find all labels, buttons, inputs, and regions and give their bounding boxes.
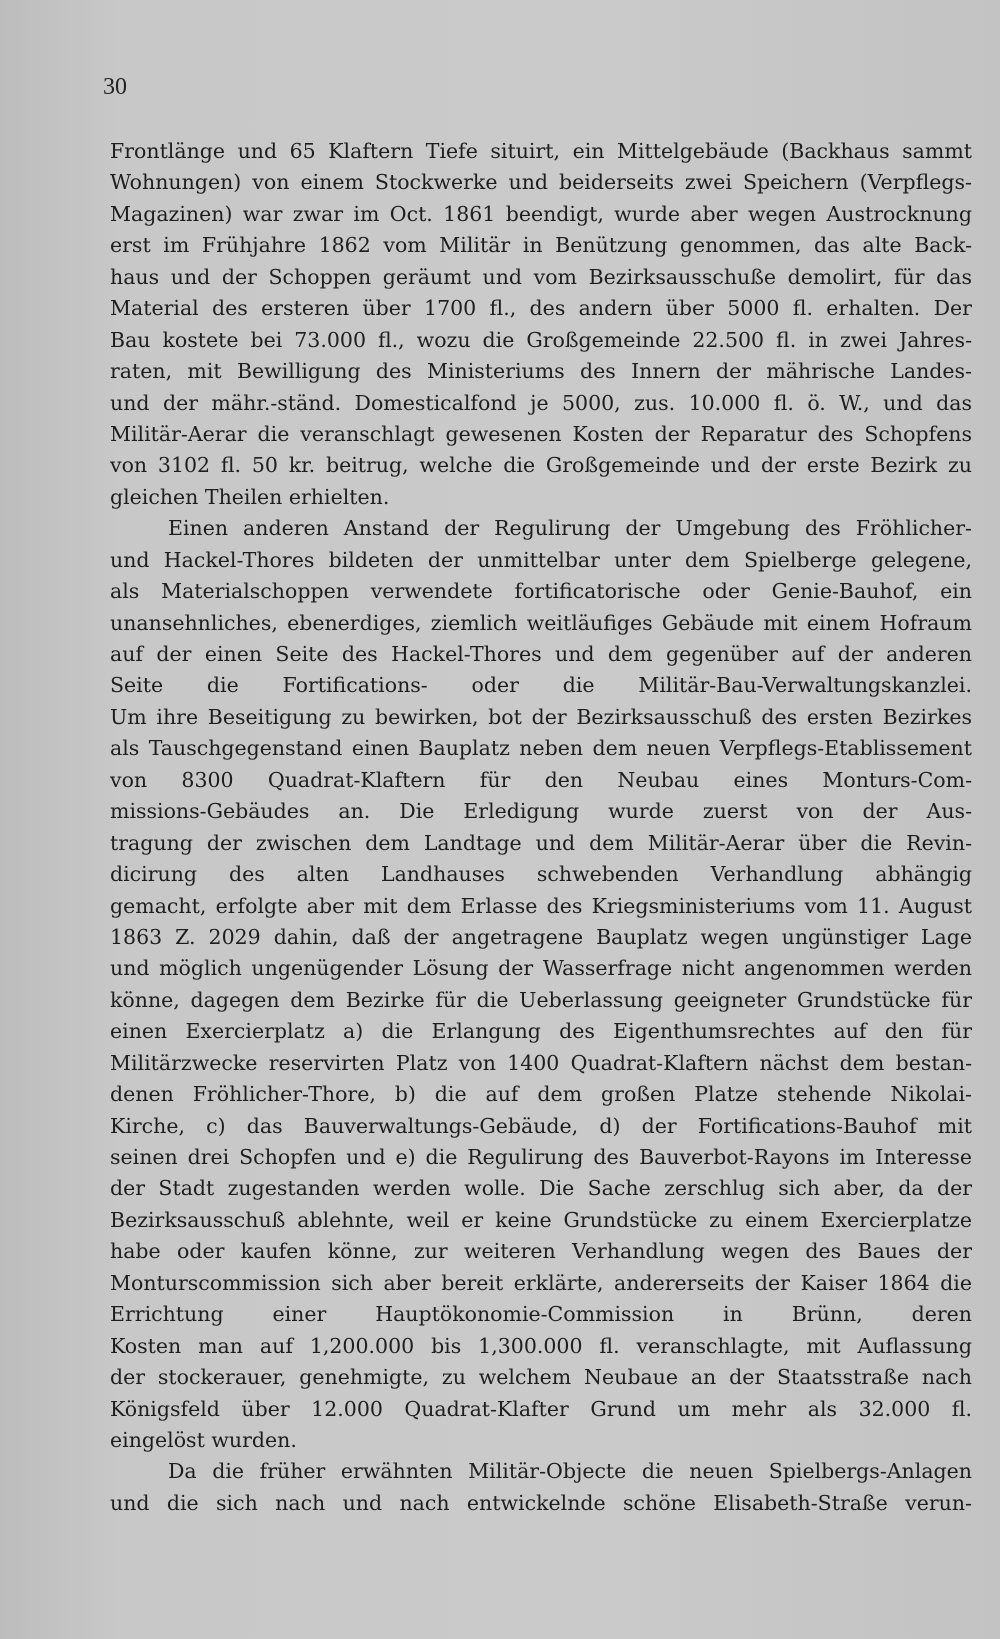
text-line: und möglich ungenügender Lösung der Wasserfrage nicht angenommen werden bbox=[110, 956, 972, 981]
text-line: und die sich nach und nach entwickelnde schöne Elisabeth-Straße verun- bbox=[110, 1490, 972, 1515]
text-line: 1863 Z. 2029 dahin, daß der angetragene Bauplatz wegen ungünstiger Lage bbox=[110, 924, 972, 949]
text-line: missions-Gebäudes an. Die Erledigung wurde zuerst von der Aus- bbox=[110, 799, 972, 824]
page-number: 30 bbox=[103, 74, 127, 100]
text-line: Errichtung einer Hauptökonomie-Commission in Brünn, deren bbox=[110, 1302, 972, 1327]
text-line: Einen anderen Anstand der Regulirung der Umgebung des Fröhlicher- bbox=[168, 516, 972, 541]
text-line: Kirche, c) das Bauverwaltungs-Gebäude, d) der Fortifications-Bauhof mit bbox=[110, 1113, 972, 1138]
text-line: erst im Frühjahre 1862 vom Militär in Benützung genommen, das alte Back- bbox=[110, 233, 972, 258]
text-line: Material des ersteren über 1700 fl., des andern über 5000 fl. erhalten. Der bbox=[110, 296, 972, 321]
text-line: der stockerauer, genehmigte, zu welchem Neubaue an der Staatsstraße nach bbox=[110, 1365, 972, 1390]
text-line: raten, mit Bewilligung des Ministeriums des Innern der mährische Landes- bbox=[110, 359, 972, 384]
text-line: Kosten man auf 1,200.000 bis 1,300.000 fl. veranschlagte, mit Auflassung bbox=[110, 1333, 972, 1358]
text-line: und Hackel-Thores bildeten der unmittelbar unter dem Spielberge gelegene, bbox=[110, 547, 972, 572]
text-line: Bau kostete bei 73.000 fl., wozu die Großgemeinde 22.500 fl. in zwei Jahres- bbox=[110, 327, 972, 352]
text-line: seinen drei Schopfen und e) die Regulirung des Bauverbot-Rayons im Interesse bbox=[110, 1145, 972, 1169]
text-line: denen Fröhlicher-Thore, b) die auf dem großen Platze stehende Nikolai- bbox=[110, 1082, 972, 1107]
text-line: Bezirksausschuß ablehnte, weil er keine Grundstücke zu einem Exercierplatze bbox=[110, 1207, 972, 1232]
text-line: von 3102 fl. 50 kr. beitrug, welche die Großgemeinde und der erste Bezirk zu bbox=[110, 453, 972, 478]
text-line: eingelöst wurden. bbox=[110, 1427, 297, 1452]
text-line: dicirung des alten Landhauses schwebenden Verhandlung abhängig bbox=[110, 862, 972, 887]
text-line: auf der einen Seite des Hackel-Thores und dem gegenüber auf der anderen bbox=[110, 642, 972, 666]
text-line: Seite die Fortifications- oder die Militär-Bau-Verwaltungskanzlei. bbox=[110, 673, 972, 698]
text-line: gemacht, erfolgte aber mit dem Erlasse des Kriegsministeriums vom 11. August bbox=[110, 893, 972, 918]
text-line: als Materialschoppen verwendete fortificatorische oder Genie-Bauhof, ein bbox=[110, 579, 972, 604]
body-text bbox=[110, 136, 972, 1519]
text-line: tragung der zwischen dem Landtage und dem Militär-Aerar über die Revin- bbox=[110, 830, 972, 855]
text-line: der Stadt zugestanden werden wolle. Die Sache zerschlug sich aber, da der bbox=[110, 1176, 972, 1201]
text-line: Königsfeld über 12.000 Quadrat-Klafter Grund um mehr als 32.000 fl. bbox=[110, 1396, 972, 1421]
text-line: Wohnungen) von einem Stockwerke und beiderseits zwei Speichern (Verpflegs- bbox=[110, 170, 972, 195]
text-line: und der mähr.-ständ. Domesticalfond je 5000, zus. 10.000 fl. ö. W., und das bbox=[110, 390, 972, 415]
text-line: Militärzwecke reservirten Platz von 1400 Quadrat-Klaftern nächst dem bestan- bbox=[110, 1050, 972, 1075]
text-line: habe oder kaufen könne, zur weiteren Verhandlung wegen des Baues der bbox=[110, 1239, 972, 1264]
text-line: Magazinen) war zwar im Oct. 1861 beendigt, wurde aber wegen Austrocknung bbox=[110, 201, 972, 226]
text-line: Da die früher erwähnten Militär-Objecte die neuen Spielbergs-Anlagen bbox=[168, 1459, 972, 1484]
text-line: als Tauschgegenstand einen Bauplatz neben dem neuen Verpflegs-Etablissement bbox=[110, 736, 972, 761]
text-line: haus und der Schoppen geräumt und vom Bezirksausschuße demolirt, für das bbox=[110, 264, 972, 289]
text-line: einen Exercierplatz a) die Erlangung des Eigenthumsrechtes auf den für bbox=[110, 1019, 972, 1044]
text-line: gleichen Theilen erhielten. bbox=[110, 484, 390, 509]
text-line: könne, dagegen dem Bezirke für die Ueberlassung geeigneter Grundstücke für bbox=[110, 987, 972, 1012]
text-line: von 8300 Quadrat-Klaftern für den Neubau eines Monturs-Com- bbox=[110, 767, 972, 792]
text-line: Frontlänge und 65 Klaftern Tiefe situirt, ein Mittelgebäude (Backhaus sammt bbox=[110, 139, 972, 163]
text-line: Militär-Aerar die veranschlagt gewesenen Kosten der Reparatur des Schopfens bbox=[110, 421, 972, 446]
text-line: Um ihre Beseitigung zu bewirken, bot der Bezirksausschuß des ersten Bezirkes bbox=[110, 704, 972, 729]
text-line: unansehnliches, ebenerdiges, ziemlich weitläufiges Gebäude mit einem Hofraum bbox=[110, 610, 972, 635]
text-line: Monturscommission sich aber bereit erklärte, andererseits der Kaiser 1864 die bbox=[110, 1270, 972, 1295]
